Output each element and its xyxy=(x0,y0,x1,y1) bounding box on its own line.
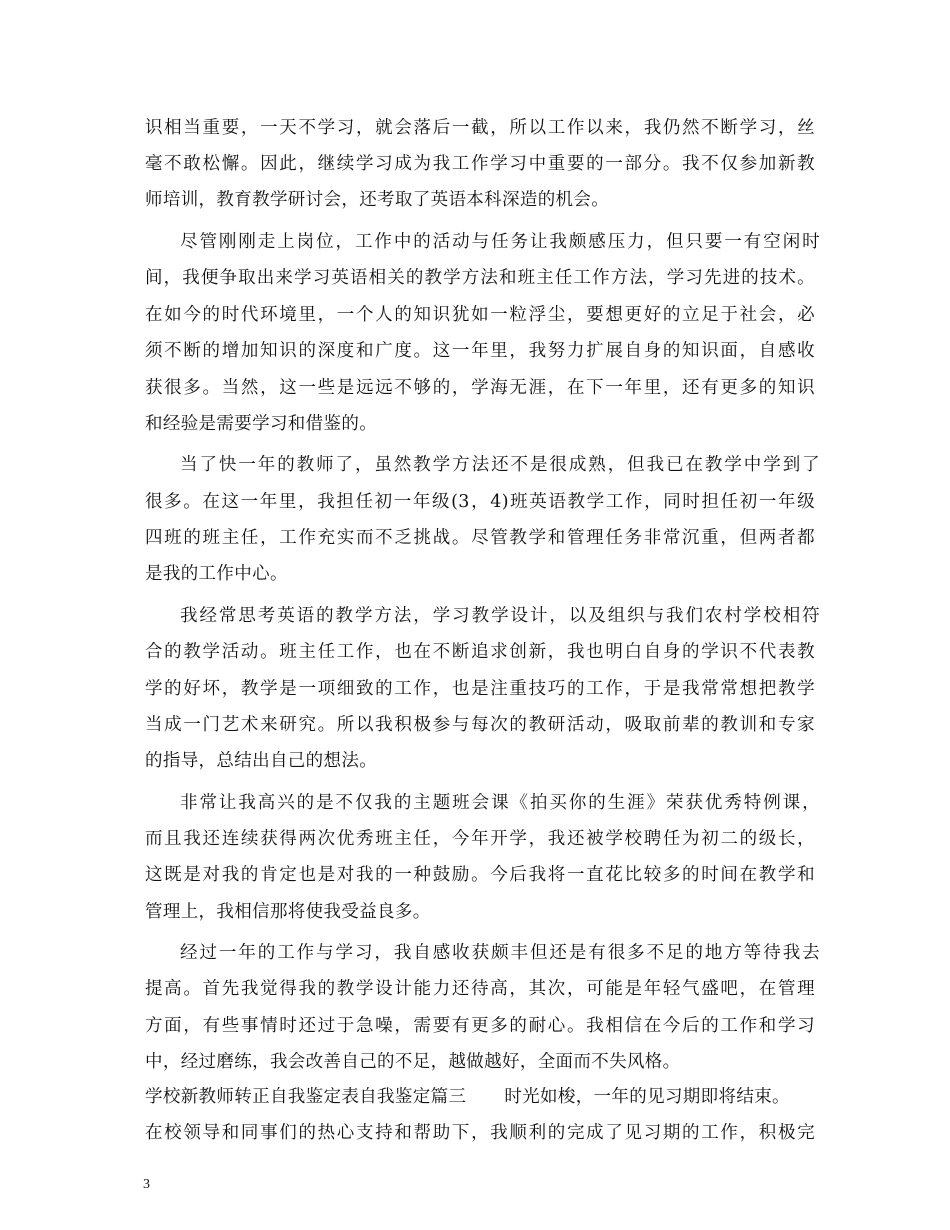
paragraph-line: 师培训，教育教学研讨会，还考取了英语本科深造的机会。 xyxy=(145,190,610,210)
paragraph-line: 间，我便争取出来学习英语相关的教学方法和班主任工作方法，学习先进的技术。 xyxy=(145,268,815,288)
paragraph-line: 当成一门艺术来研究。所以我积极参与每次的教研活动，吸取前辈的教训和专家 xyxy=(145,715,815,735)
paragraph-line: 提高。首先我觉得我的教学设计能力还待高，其次，可能是年轻气盛吧，在管理 xyxy=(145,979,815,999)
paragraph-line: 是我的工作中心。 xyxy=(145,564,288,584)
paragraph-line: 非常让我高兴的是不仅我的主题班会课《拍买你的生涯》荣获优秀特例课， xyxy=(180,793,820,813)
paragraph-line: 在如今的时代环境里，一个人的知识犹如一粒浮尘，要想更好的立足于社会，必 xyxy=(145,305,815,325)
paragraph-line: 合的教学活动。班主任工作，也在不断追求创新，我也明白自身的学识不代表教 xyxy=(145,642,815,662)
paragraph-line: 当了快一年的教师了，虽然教学方法还不是很成熟，但我已在教学中学到了 xyxy=(180,455,820,475)
paragraph-line: 我经常思考英语的教学方法，学习教学设计，以及组织与我们农村学校相符 xyxy=(180,606,820,626)
paragraph-line: 和经验是需要学习和借鉴的。 xyxy=(145,414,378,434)
paragraph-line: 经过一年的工作与学习，我自感收获颇丰但还是有很多不足的地方等待我去 xyxy=(180,943,820,963)
paragraph-line: 的指导，总结出自己的想法。 xyxy=(145,751,378,771)
section-heading-line xyxy=(145,1086,815,1108)
paragraph-line: 识相当重要，一天不学习，就会落后一截，所以工作以来，我仍然不断学习，丝 xyxy=(145,118,815,138)
section-heading-title: 学校新教师转正自我鉴定表自我鉴定篇三 xyxy=(145,1087,467,1107)
paragraph-line: 很多。在这一年里，我担任初一年级(3，4)班英语教学工作，同时担任初一年级 xyxy=(145,492,815,512)
paragraph-line: 在校领导和同事们的热心支持和帮助下，我顺利的完成了见习期的工作，积极完 xyxy=(145,1123,815,1143)
heading-spacer xyxy=(466,1086,504,1108)
paragraph-line: 尽管刚刚走上岗位，工作中的活动与任务让我颇感压力，但只要一有空闲时 xyxy=(180,232,820,252)
section-heading-text: 时光如梭，一年的见习期即将结束。 xyxy=(504,1087,790,1107)
paragraph-line: 毫不敢松懈。因此，继续学习成为我工作学习中重要的一部分。我不仅参加新教 xyxy=(145,154,815,174)
paragraph-line: 中，经过磨练，我会改善自己的不足，越做越好，全面而不失风格。 xyxy=(145,1052,681,1072)
page-number: 3 xyxy=(143,1177,150,1192)
paragraph-line: 这既是对我的肯定也是对我的一种鼓励。今后我将一直花比较多的时间在教学和 xyxy=(145,865,815,885)
paragraph-line: 获很多。当然，这一些是远远不够的，学海无涯，在下一年里，还有更多的知识 xyxy=(145,378,815,398)
paragraph-line: 须不断的增加知识的深度和广度。这一年里，我努力扩展自身的知识面，自感收 xyxy=(145,341,815,361)
paragraph-line: 学的好坏，教学是一项细致的工作，也是注重技巧的工作，于是我常常想把教学 xyxy=(145,679,815,699)
paragraph-line: 而且我还连续获得两次优秀班主任，今年开学，我还被学校聘任为初二的级长， xyxy=(145,829,815,849)
paragraph-line: 四班的班主任，工作充实而不乏挑战。尽管教学和管理任务非常沉重，但两者都 xyxy=(145,528,815,548)
paragraph-line: 方面，有些事情时还过于急噪，需要有更多的耐心。我相信在今后的工作和学习 xyxy=(145,1016,815,1036)
paragraph-line: 管理上，我相信那将使我受益良多。 xyxy=(145,902,431,922)
